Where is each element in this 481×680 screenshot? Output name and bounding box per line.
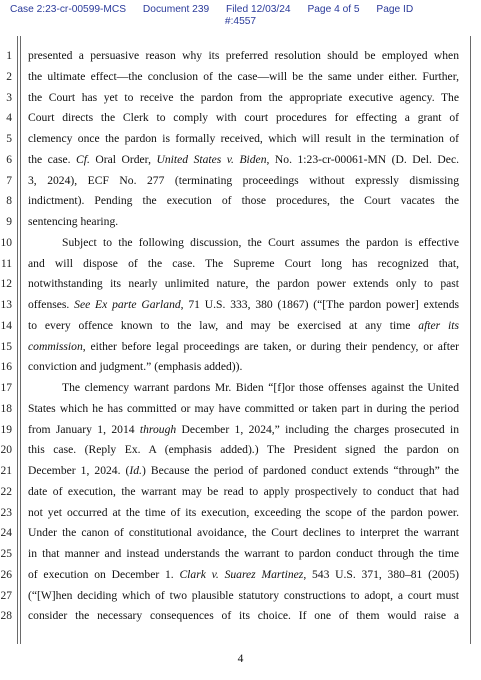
line-number: 17	[0, 382, 12, 394]
line-number: 6	[6, 153, 12, 166]
text-line: commission, either before legal proceedings are taken, or during their pendency, or after	[28, 339, 459, 353]
line-number: 27	[0, 589, 12, 602]
line-number: 26	[0, 568, 12, 581]
line-number: 22	[0, 485, 12, 498]
text-line: December 1, 2024. (Id.) Because the period of pardoned conduct extends “through” the	[28, 464, 459, 477]
line-number: 24	[0, 527, 12, 540]
line-number: 25	[0, 548, 12, 560]
page-id-label: Page ID	[376, 4, 414, 15]
line-number: 3	[6, 91, 12, 104]
text-line: (“[W]hen deciding which of two plausible statutory constructions to adopt, a court must	[28, 588, 459, 602]
text-line: Court directs the Clerk to comply with court procedures for effecting a grant of	[28, 111, 459, 125]
text-line: this case. (Reply Ex. A (emphasis added).) The President signed the pardon on	[28, 443, 459, 457]
line-number: 4	[6, 112, 12, 125]
text-line: Under the canon of constitutional avoidance, the Court declines to interpret the warrant	[28, 526, 459, 540]
text-line: in that manner and instead understands the warrant to pardon conduct through the time	[28, 547, 459, 560]
text-line: date of execution, the warrant may be read to apply prospectively to conduct that had	[28, 484, 459, 498]
text-line: the case. Cf. Oral Order, United States v. Biden, No. 1:23-cr-00061-MN (D. Del. Dec.	[28, 152, 459, 166]
line-number: 2	[6, 70, 12, 83]
line-number: 21	[0, 465, 12, 477]
text-line: not yet occurred at the time of its execution, exceeding the scope of the pardon power.	[28, 505, 459, 519]
line-number: 28	[0, 610, 12, 623]
line-number: 14	[0, 319, 12, 332]
page-number: 4	[237, 653, 244, 665]
line-number: 23	[0, 506, 12, 519]
text-line: conviction and judgment.” (emphasis added)).	[28, 360, 243, 374]
page-id-number: #:4557	[224, 16, 257, 27]
filed-date: Filed 12/03/24	[226, 4, 291, 15]
text-line: the ultimate effect—the conclusion of the case—will be the same under either. Further,	[28, 69, 459, 83]
text-line: the Court has yet to receive the pardon from the appropriate executive agency. The	[28, 90, 459, 104]
line-number: 7	[6, 174, 12, 187]
line-number: 12	[0, 278, 12, 291]
text-line: presented a persuasive reason why its preferred resolution should be employed when	[28, 49, 459, 62]
line-number: 11	[0, 257, 12, 270]
text-line: to every offence known to the law, and may be exercised at any time after its	[28, 318, 460, 332]
text-line: offenses. See Ex parte Garland, 71 U.S. 333, 380 (1867) (“[The pardon power] extends	[28, 298, 460, 311]
left-margin-rule	[17, 36, 18, 644]
line-number: 1	[6, 50, 12, 62]
left-margin-rule-inner	[20, 36, 21, 644]
document-number: Document 239	[142, 4, 210, 15]
case-number: Case 2:23-cr-00599-MCS	[10, 4, 127, 15]
text-line: The clemency warrant pardons Mr. Biden “[f]or those offenses against the United	[62, 381, 459, 394]
text-line: clemency once the pardon is formally received, which will result in the termination of	[28, 132, 459, 145]
text-line: 3, 2024), ECF No. 277 (terminating proceedings without expressly dismissing	[28, 173, 459, 187]
line-number: 10	[0, 236, 12, 249]
text-line: and will dispose of the case. The Supreme Court long has recognized that,	[28, 256, 459, 270]
line-number: 5	[6, 133, 12, 145]
text-line: consider the necessary consequences of its choice. If one of them would raise a	[28, 609, 459, 623]
line-number: 20	[0, 444, 12, 457]
text-line: notwithstanding its nearly unlimited nature, the pardon power extends only to past	[28, 277, 459, 291]
line-number: 8	[6, 195, 12, 208]
line-number: 13	[0, 299, 12, 311]
line-number: 18	[0, 402, 12, 415]
text-line: Subject to the following discussion, the Court assumes the pardon is effective	[62, 235, 459, 249]
line-number: 9	[6, 216, 12, 228]
text-line: of execution on December 1. Clark v. Suarez Martinez, 543 U.S. 371, 380–81 (2005)	[28, 567, 460, 581]
line-number: 16	[0, 361, 12, 374]
line-number: 19	[0, 423, 12, 436]
ecf-header	[0, 0, 481, 32]
text-line: from January 1, 2014 through December 1, 2024,” including the charges prosecuted in	[28, 422, 459, 436]
right-margin-rule	[470, 36, 471, 644]
line-number: 15	[0, 340, 12, 353]
page-of: Page 4 of 5	[307, 4, 360, 15]
text-line: States which he has committed or may have committed or taken part in during the period	[28, 401, 459, 415]
text-line: indictment). Pending the execution of those procedures, the Court vacates the	[28, 194, 459, 208]
text-line: sentencing hearing.	[28, 215, 119, 228]
header-line	[10, 4, 427, 16]
